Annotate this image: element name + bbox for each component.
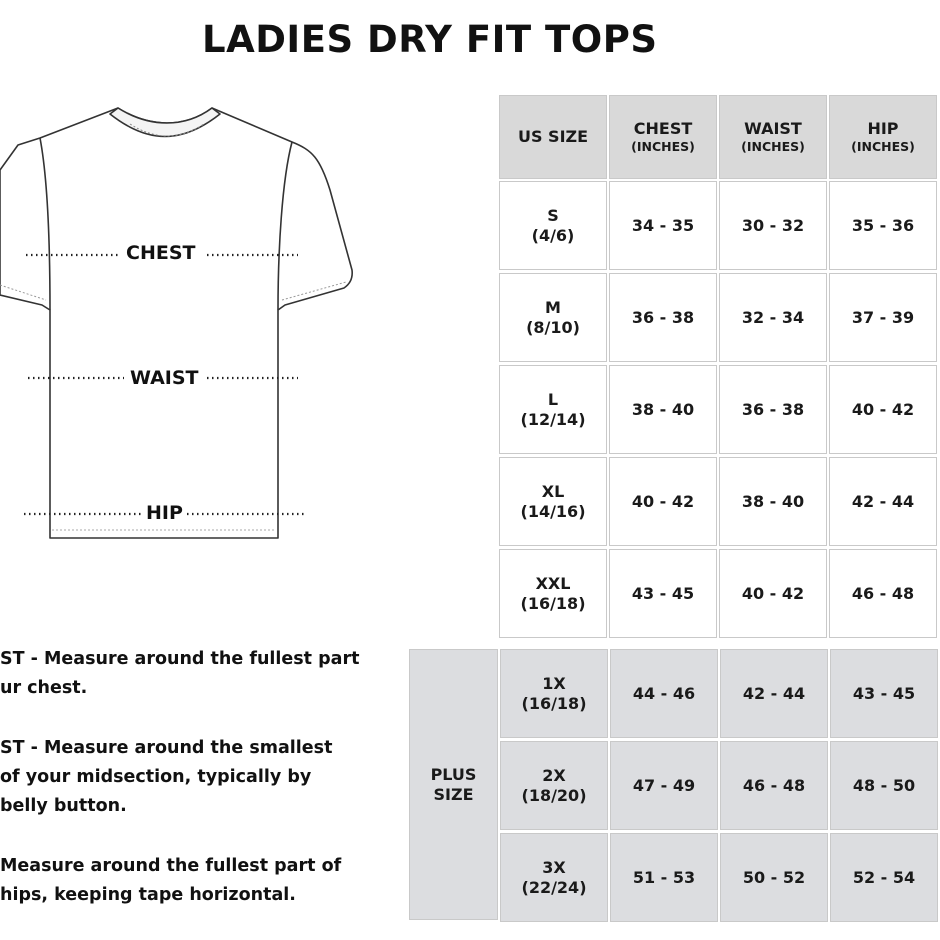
tshirt-outline <box>0 108 352 538</box>
hip-note-line-2: hips, keeping tape horizontal. <box>0 885 296 905</box>
size-range: (16/18) <box>521 693 587 713</box>
header-unit: (INCHES) <box>631 139 695 154</box>
waist-cell <box>719 457 827 546</box>
hip-value: 43 - 45 <box>852 683 916 703</box>
tshirt-diagram <box>0 100 360 545</box>
size-range: (14/16) <box>520 501 586 521</box>
waist-value: 42 - 44 <box>742 683 806 703</box>
hip-value: 42 - 44 <box>851 491 915 511</box>
plus-size-cell <box>500 649 608 738</box>
size-name: 1X <box>542 673 566 693</box>
waist-note-line-2: of your midsection, typically by <box>0 767 312 787</box>
header-unit: (INCHES) <box>851 139 915 154</box>
plus-size-cell <box>500 833 608 922</box>
hip-note-line-1: Measure around the fullest part of <box>0 856 342 876</box>
waist-label: WAIST <box>130 367 199 389</box>
hip-cell <box>829 457 937 546</box>
hip-value: 40 - 42 <box>851 399 915 419</box>
chest-value: 34 - 35 <box>631 215 695 235</box>
size-name: S <box>547 205 559 225</box>
chest-note-line-1: ST - Measure around the fullest part <box>0 649 360 669</box>
waist-cell <box>719 273 827 362</box>
header-label: US SIZE <box>517 127 589 146</box>
chest-cell <box>610 649 718 738</box>
header-label: CHEST <box>633 119 693 138</box>
header-unit: (INCHES) <box>741 139 805 154</box>
header-label: HIP <box>867 119 899 138</box>
hip-cell <box>829 365 937 454</box>
chest-value: 40 - 42 <box>631 491 695 511</box>
chest-cell <box>609 181 717 270</box>
hip-value: 35 - 36 <box>851 215 915 235</box>
waist-value: 36 - 38 <box>741 399 805 419</box>
size-name: 3X <box>542 857 566 877</box>
size-name: XXL <box>535 573 571 593</box>
hip-cell <box>829 549 937 638</box>
chest-label: CHEST <box>126 242 196 264</box>
table-header-cell <box>829 95 937 179</box>
waist-value: 38 - 40 <box>741 491 805 511</box>
size-cell <box>499 549 607 638</box>
header-label: WAIST <box>744 119 802 138</box>
waist-cell <box>719 549 827 638</box>
waist-value: 40 - 42 <box>741 583 805 603</box>
waist-cell <box>719 365 827 454</box>
size-range: (18/20) <box>521 785 587 805</box>
chest-cell <box>609 365 717 454</box>
hip-label: HIP <box>146 502 183 524</box>
waist-cell <box>720 833 828 922</box>
waist-cell <box>719 181 827 270</box>
chest-cell <box>610 741 718 830</box>
hip-cell <box>829 181 937 270</box>
waist-value: 50 - 52 <box>742 867 806 887</box>
chest-cell <box>610 833 718 922</box>
waist-value: 32 - 34 <box>741 307 805 327</box>
hip-value: 52 - 54 <box>852 867 916 887</box>
chest-value: 47 - 49 <box>632 775 696 795</box>
size-range: (4/6) <box>531 225 575 245</box>
waist-cell <box>720 649 828 738</box>
size-cell <box>499 457 607 546</box>
chest-cell <box>609 549 717 638</box>
waist-note-line-3: belly button. <box>0 796 127 816</box>
table-header-cell <box>719 95 827 179</box>
hip-value: 48 - 50 <box>852 775 916 795</box>
hip-cell <box>830 741 938 830</box>
hip-value: 46 - 48 <box>851 583 915 603</box>
chest-value: 43 - 45 <box>631 583 695 603</box>
size-name: M <box>545 297 561 317</box>
hip-cell <box>829 273 937 362</box>
waist-cell <box>720 741 828 830</box>
size-name: 2X <box>542 765 566 785</box>
chest-value: 51 - 53 <box>632 867 696 887</box>
plus-label-line-1: PLUS <box>430 764 477 784</box>
size-cell <box>499 273 607 362</box>
chest-value: 44 - 46 <box>632 683 696 703</box>
chest-note-line-2: ur chest. <box>0 678 88 698</box>
chest-value: 38 - 40 <box>631 399 695 419</box>
hip-cell <box>830 649 938 738</box>
size-range: (16/18) <box>520 593 586 613</box>
chest-cell <box>609 273 717 362</box>
page-title: LADIES DRY FIT TOPS <box>202 18 658 61</box>
table-header-cell <box>609 95 717 179</box>
hip-value: 37 - 39 <box>851 307 915 327</box>
waist-note-line-1: ST - Measure around the smallest <box>0 738 333 758</box>
plus-size-label <box>409 649 498 920</box>
plus-label-line-2: SIZE <box>433 784 474 804</box>
plus-size-cell <box>500 741 608 830</box>
size-range: (12/14) <box>520 409 586 429</box>
size-cell <box>499 365 607 454</box>
size-range: (8/10) <box>526 317 580 337</box>
size-cell <box>499 181 607 270</box>
chest-cell <box>609 457 717 546</box>
chest-value: 36 - 38 <box>631 307 695 327</box>
hip-cell <box>830 833 938 922</box>
waist-value: 46 - 48 <box>742 775 806 795</box>
size-name: XL <box>541 481 565 501</box>
waist-value: 30 - 32 <box>741 215 805 235</box>
table-header-cell <box>499 95 607 179</box>
size-range: (22/24) <box>521 877 587 897</box>
size-name: L <box>547 389 559 409</box>
